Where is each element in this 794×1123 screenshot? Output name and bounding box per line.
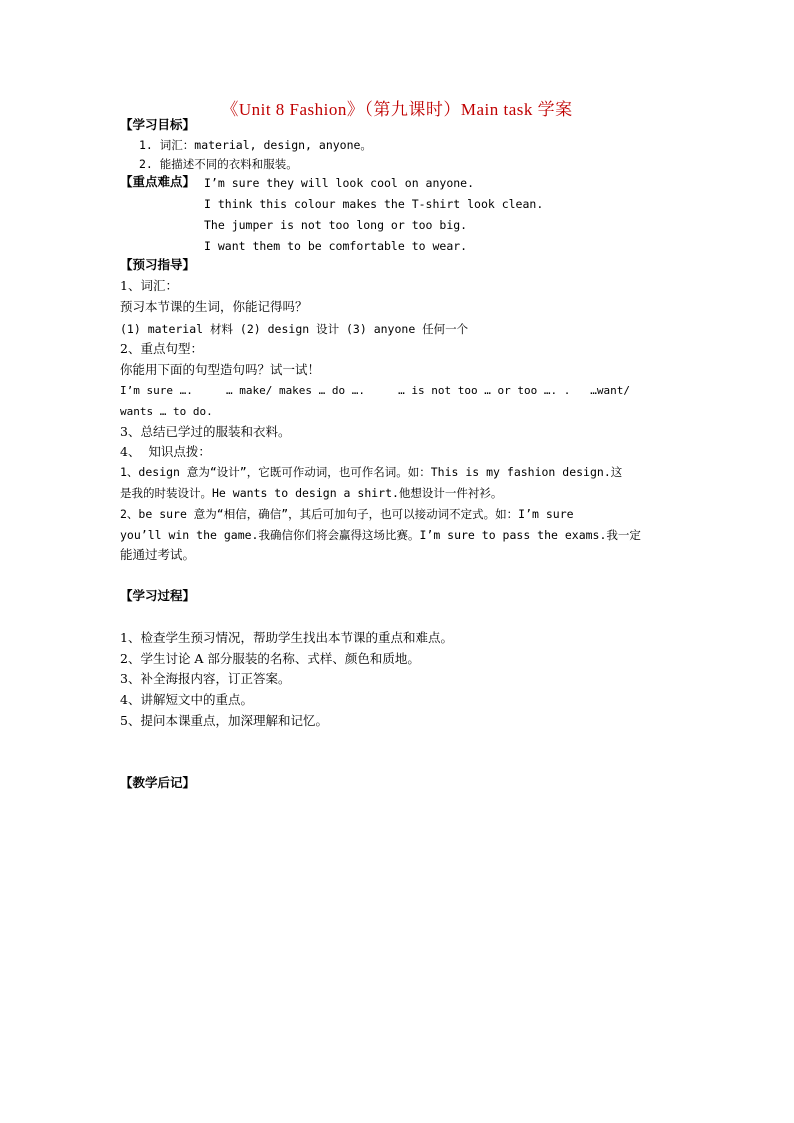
process-item: 1、检查学生预习情况，帮助学生找出本节课的重点和难点。 bbox=[120, 630, 453, 645]
process-item: 3、补全海报内容，订正答案。 bbox=[120, 671, 291, 686]
preview-line: 能通过考试。 bbox=[120, 547, 196, 562]
preview-line: I’m sure …. … make/ makes … do …. … is not too … or too …. . …want/ bbox=[120, 384, 630, 397]
preview-line: (1) material 材料 (2) design 设计 (3) anyone 任何一个 bbox=[120, 322, 469, 336]
preview-line: 2、be sure 意为“相信，确信”，其后可加句子，也可以接动词不定式。如：I’m sure bbox=[120, 507, 574, 521]
key-point-line: I want them to be comfortable to wear. bbox=[204, 239, 468, 253]
goals-item: 2. 能描述不同的衣料和服装。 bbox=[139, 157, 298, 171]
preview-line: 1、词汇： bbox=[120, 278, 178, 293]
page-title: 《Unit 8 Fashion》（第九课时）Main task 学案 bbox=[221, 100, 573, 119]
goals-heading: 【学习目标】 bbox=[120, 117, 196, 132]
preview-line: 预习本节课的生词，你能记得吗？ bbox=[120, 299, 308, 314]
process-item: 2、学生讨论 A 部分服装的名称、式样、颜色和质地。 bbox=[120, 651, 420, 666]
key-point-line: I’m sure they will look cool on anyone. bbox=[204, 176, 475, 190]
preview-line: 你能用下面的句型造句吗？试一试！ bbox=[120, 362, 321, 377]
process-item: 4、讲解短文中的重点。 bbox=[120, 692, 253, 707]
preview-line: 4、 知识点拨： bbox=[120, 444, 211, 459]
preview-line: wants … to do. bbox=[120, 405, 213, 418]
preview-line: 是我的时装设计。He wants to design a shirt.他想设计一件衬衫。 bbox=[120, 486, 503, 500]
process-item: 5、提问本课重点，加深理解和记忆。 bbox=[120, 713, 328, 728]
notes-heading: 【教学后记】 bbox=[120, 775, 196, 790]
preview-line: 2、重点句型： bbox=[120, 341, 203, 356]
key-points-heading: 【重点难点】 bbox=[120, 174, 196, 189]
preview-line: you’ll win the game.我确信你们将会赢得这场比赛。I’m sure to pass the exams.我一定 bbox=[120, 528, 641, 542]
preview-heading: 【预习指导】 bbox=[120, 257, 196, 272]
preview-line: 1、design 意为“设计”，它既可作动词，也可作名词。如：This is my fashion design.这 bbox=[120, 465, 623, 479]
process-heading: 【学习过程】 bbox=[120, 588, 196, 603]
preview-line: 3、总结已学过的服装和衣料。 bbox=[120, 424, 291, 439]
goals-item: 1. 词汇：material, design, anyone。 bbox=[139, 138, 372, 152]
key-point-line: I think this colour makes the T-shirt look clean. bbox=[204, 197, 544, 211]
key-point-line: The jumper is not too long or too big. bbox=[204, 218, 468, 232]
